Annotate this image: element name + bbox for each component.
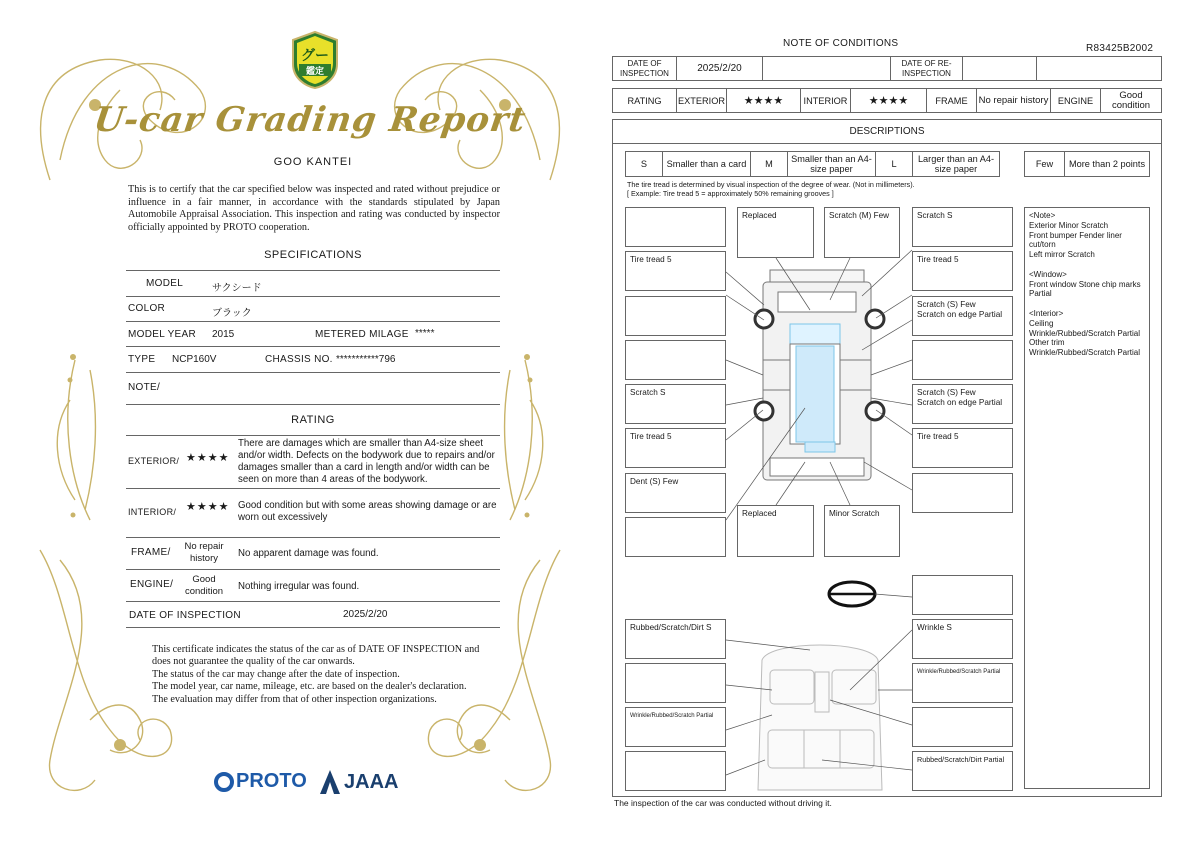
legend-l: L <box>876 152 913 176</box>
legend-m: M <box>751 152 788 176</box>
interior-label: INTERIOR <box>801 89 851 112</box>
car-exterior-topview <box>763 270 871 480</box>
note-box-rubbed-scratch-dirt-partial: Rubbed/Scratch/Dirt Partial <box>912 751 1013 791</box>
tire-note-line-1: The tire tread is determined by visual inspection of the degree of wear. (Not in millimeters). <box>627 180 915 189</box>
metered-milage-value: ***** <box>415 328 435 339</box>
divider <box>126 296 500 297</box>
frame-value: No repair history <box>977 89 1051 112</box>
note-box <box>912 707 1013 747</box>
note-box-tire-rear-left: Tire tread 5 <box>625 428 726 468</box>
interior-stars: ★★★★ <box>186 501 230 513</box>
proto-mark-icon <box>214 772 234 792</box>
note-box-dent-s-few: Dent (S) Few <box>625 473 726 513</box>
note-box-tire-rear-right: Tire tread 5 <box>912 428 1013 468</box>
divider <box>126 270 500 271</box>
note-box-minor-scratch: Minor Scratch <box>824 505 900 557</box>
date-of-inspection-label: DATE OF INSPECTION <box>613 57 677 80</box>
frame-label: FRAME/ <box>131 547 171 558</box>
legend-l-desc: Larger than an A4-size paper <box>917 154 995 174</box>
inspection-date-value: 2025/2/20 <box>343 609 388 620</box>
divider <box>126 321 500 322</box>
brand-name: GOO KANTEI <box>273 156 353 168</box>
certification-text: This is to certify that the car specified below was inspected and rated without prejudice or influence in a fair manner, in accordance with the standards stipulated by Japan Automobile Appraisal Association. This inspection and rating was conducted by inspector officially appointed by PROTO cooperation. <box>128 184 500 233</box>
note-box-scratch-s-few-2: Scratch (S) Few Scratch on edge Partial <box>912 384 1013 424</box>
inspection-date-label: DATE OF INSPECTION <box>129 610 241 621</box>
divider <box>126 569 500 570</box>
model-year-label: MODEL YEAR <box>128 329 197 340</box>
note-box-wrinkle-s: Wrinkle S <box>912 619 1013 659</box>
goo-kantei-badge-logo <box>289 30 341 90</box>
note-box <box>912 340 1013 380</box>
frame-label: FRAME <box>927 89 977 112</box>
note-box-tire-front-left: Tire tread 5 <box>625 251 726 291</box>
reference-number: R83425B2002 <box>1086 43 1154 54</box>
specifications-heading: SPECIFICATIONS <box>264 249 362 261</box>
legend-m-desc: Smaller than an A4-size paper <box>788 152 876 176</box>
model-year-value: 2015 <box>212 329 235 340</box>
disclaimer-text: This certificate indicates the status of the car as of DATE OF INSPECTION and does not guarantee the quality of the car onwards. The status of the car may change after the date of inspection. The model year, car name, mileage, etc. are based on the dealer's declaration. The evaluation may differ from that of other inspection organizations. <box>152 644 480 705</box>
note-of-conditions-page <box>600 0 1200 848</box>
note-box-scratch-s-top-right: Scratch S <box>912 207 1013 247</box>
type-value: NCP160V <box>172 354 217 365</box>
note-box-wrinkle-rubbed-right: Wrinkle/Rubbed/Scratch Partial <box>912 663 1013 703</box>
engine-label: ENGINE <box>1051 89 1101 112</box>
note-box-steering <box>912 575 1013 615</box>
divider <box>126 404 500 405</box>
color-label: COLOR <box>128 303 166 314</box>
jaaa-logo <box>320 770 398 794</box>
note-box <box>625 751 726 791</box>
note-box-replaced-bottom: Replaced <box>737 505 814 557</box>
note-box-replaced-top: Replaced <box>737 207 814 258</box>
engine-description: Nothing irregular was found. <box>238 581 360 592</box>
note-box <box>625 340 726 380</box>
note-box-rubbed-scratch-dirt-s: Rubbed/Scratch/Dirt S <box>625 619 726 659</box>
note-box <box>625 296 726 336</box>
exterior-stars: ★★★★ <box>186 452 230 464</box>
divider <box>126 435 500 436</box>
note-box-scratch-s-left: Scratch S <box>625 384 726 424</box>
steering-wheel-icon <box>829 582 875 606</box>
note-column: <Note> Exterior Minor Scratch Front bumper Fender liner cut/torn Left mirror Scratch <Window> Front window Stone chip marks Partial <Interior> Ceiling Wrinkle/Rubbed/Scratch Partial Other trim Wrinkle/Rubbed/Scratch Partial <box>1024 207 1150 789</box>
date-of-reinspection-label: DATE OF RE-INSPECTION <box>891 57 963 80</box>
divider <box>126 627 500 628</box>
note-box-wrinkle-rubbed-left: Wrinkle/Rubbed/Scratch Partial <box>625 707 726 747</box>
legend-s-desc: Smaller than a card <box>663 152 751 176</box>
interior-description: Good condition but with some areas showing damage or are worn out excessively <box>238 500 497 523</box>
interior-label: INTERIOR/ <box>128 507 177 517</box>
engine-value: Good condition <box>1111 89 1151 111</box>
rating-label: RATING <box>613 89 677 112</box>
note-box-scratch-m-few: Scratch (M) Few <box>824 207 900 258</box>
note-box <box>625 663 726 703</box>
car-interior-topview <box>758 645 882 790</box>
page-title: NOTE OF CONDITIONS <box>783 38 899 49</box>
descriptions-heading: DESCRIPTIONS <box>612 119 1162 144</box>
svg-text:グー: グー <box>301 48 329 64</box>
exterior-label: EXTERIOR <box>677 89 727 112</box>
legend-few-desc: More than 2 points <box>1068 159 1146 169</box>
interior-stars: ★★★★ <box>851 89 927 112</box>
chassis-value: ***********796 <box>336 354 396 365</box>
model-value: サクシード <box>212 283 262 294</box>
color-value: ブラック <box>212 308 252 319</box>
proto-wordmark: PROTO <box>236 770 307 792</box>
svg-text:鑑定: 鑑定 <box>305 67 325 77</box>
model-label: MODEL <box>146 278 184 289</box>
jaaa-mark-icon <box>320 770 340 794</box>
divider <box>126 601 500 602</box>
rating-heading: RATING <box>291 414 335 426</box>
footnote: The inspection of the car was conducted without driving it. <box>614 798 832 808</box>
legend-s: S <box>626 152 663 176</box>
exterior-description: There are damages which are smaller than A4-size sheet and/or width. Defects on the bodywork due to repairs and/or damages smaller than a card in length and/or width can be seen on more than 4 areas of the bodywork. <box>238 438 495 485</box>
proto-logo <box>214 770 307 793</box>
exterior-label: EXTERIOR/ <box>128 456 180 466</box>
note-box-scratch-s-few-1: Scratch (S) Few Scratch on edge Partial <box>912 296 1013 336</box>
metered-milage-label: METERED MILAGE <box>315 329 409 340</box>
divider <box>126 537 500 538</box>
tire-note-line-2: [ Example: Tire tread 5 = approximately 50% remaining grooves ] <box>627 189 834 198</box>
divider <box>126 488 500 489</box>
note-box <box>625 517 726 557</box>
chassis-label: CHASSIS NO. <box>265 354 333 365</box>
legend-few: Few <box>1025 152 1065 176</box>
note-box <box>625 207 726 247</box>
engine-label: ENGINE/ <box>130 579 174 590</box>
note-box <box>912 473 1013 513</box>
frame-value: No repair history <box>184 541 224 564</box>
divider <box>126 346 500 347</box>
divider <box>126 372 500 373</box>
exterior-stars: ★★★★ <box>727 89 801 112</box>
date-of-inspection-value: 2025/2/20 <box>677 57 763 80</box>
note-label: NOTE/ <box>128 382 161 393</box>
jaaa-wordmark: JAAA <box>344 770 399 793</box>
type-label: TYPE <box>128 354 156 365</box>
note-box-tire-front-right: Tire tread 5 <box>912 251 1013 291</box>
engine-value: Good condition <box>184 574 224 597</box>
report-title: U-car Grading Report <box>91 100 529 140</box>
frame-description: No apparent damage was found. <box>238 548 379 559</box>
